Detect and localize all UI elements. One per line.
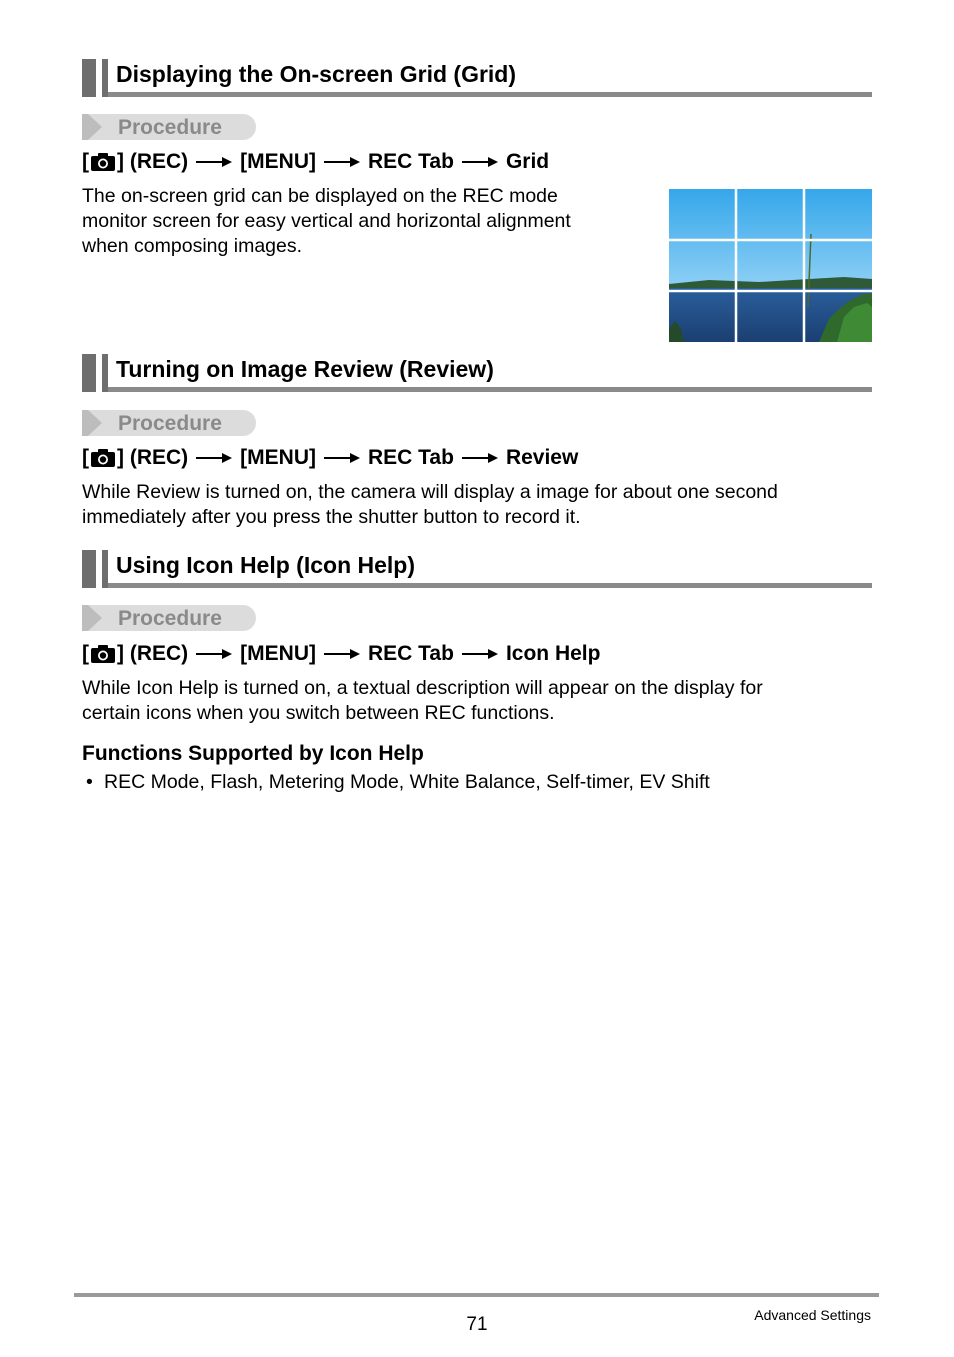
footer-section-label: Advanced Settings [754,1307,871,1323]
camera-icon [90,644,116,664]
camera-icon [90,152,116,172]
arrow-right-icon [324,649,360,659]
arrow-right-icon [462,649,498,659]
procedure-label: Procedure [118,116,222,139]
section-body: While Icon Help is turned on, a textual description will appear on the display for certain icons when you switch between REC functions. [82,677,763,724]
camera-icon [90,448,116,468]
arrow-right-icon [196,157,232,167]
procedure-label: Procedure [118,607,222,630]
section-heading-grid [82,59,872,97]
procedure-badge [82,114,256,140]
section-title: Turning on Image Review (Review) [116,356,494,382]
menu-path: [ ] (REC) [MENU] REC Tab Review [82,446,579,469]
section-body: While Review is turned on, the camera will display a image for about one second immediately after you press the shutter button to record it. [82,481,778,528]
menu-path: [ ] (REC) [MENU] REC Tab Grid [82,150,550,173]
arrow-right-icon [324,157,360,167]
procedure-badge [82,605,256,631]
section-body: The on-screen grid can be displayed on the REC mode monitor screen for easy vertical and horizontal alignment when composing images. [82,185,571,257]
arrow-right-icon [462,157,498,167]
section-heading-review [82,354,872,392]
section-title: Using Icon Help (Icon Help) [116,552,416,578]
arrow-right-icon [462,453,498,463]
procedure-badge [82,410,256,436]
heading-bar [82,550,96,588]
functions-heading: Functions Supported by Icon Help [82,742,424,765]
section-title: Displaying the On-screen Grid (Grid) [116,61,517,87]
menu-path: [ ] (REC) [MENU] REC Tab Icon Help [82,642,601,665]
procedure-label: Procedure [118,412,222,435]
page-number: 71 [466,1314,488,1335]
heading-rule [108,387,872,392]
heading-bar [82,59,96,97]
section-heading-icon-help [82,550,872,588]
heading-rule [108,583,872,588]
arrow-right-icon [196,453,232,463]
heading-bar [82,354,96,392]
arrow-right-icon [196,649,232,659]
arrow-right-icon [324,453,360,463]
heading-rule [108,92,872,97]
bullet-icon: • [86,771,93,793]
grid-example-photo [669,189,872,342]
list-item: • REC Mode, Flash, Metering Mode, White Balance, Self-timer, EV Shift [86,771,710,793]
footer-rule [74,1293,879,1297]
